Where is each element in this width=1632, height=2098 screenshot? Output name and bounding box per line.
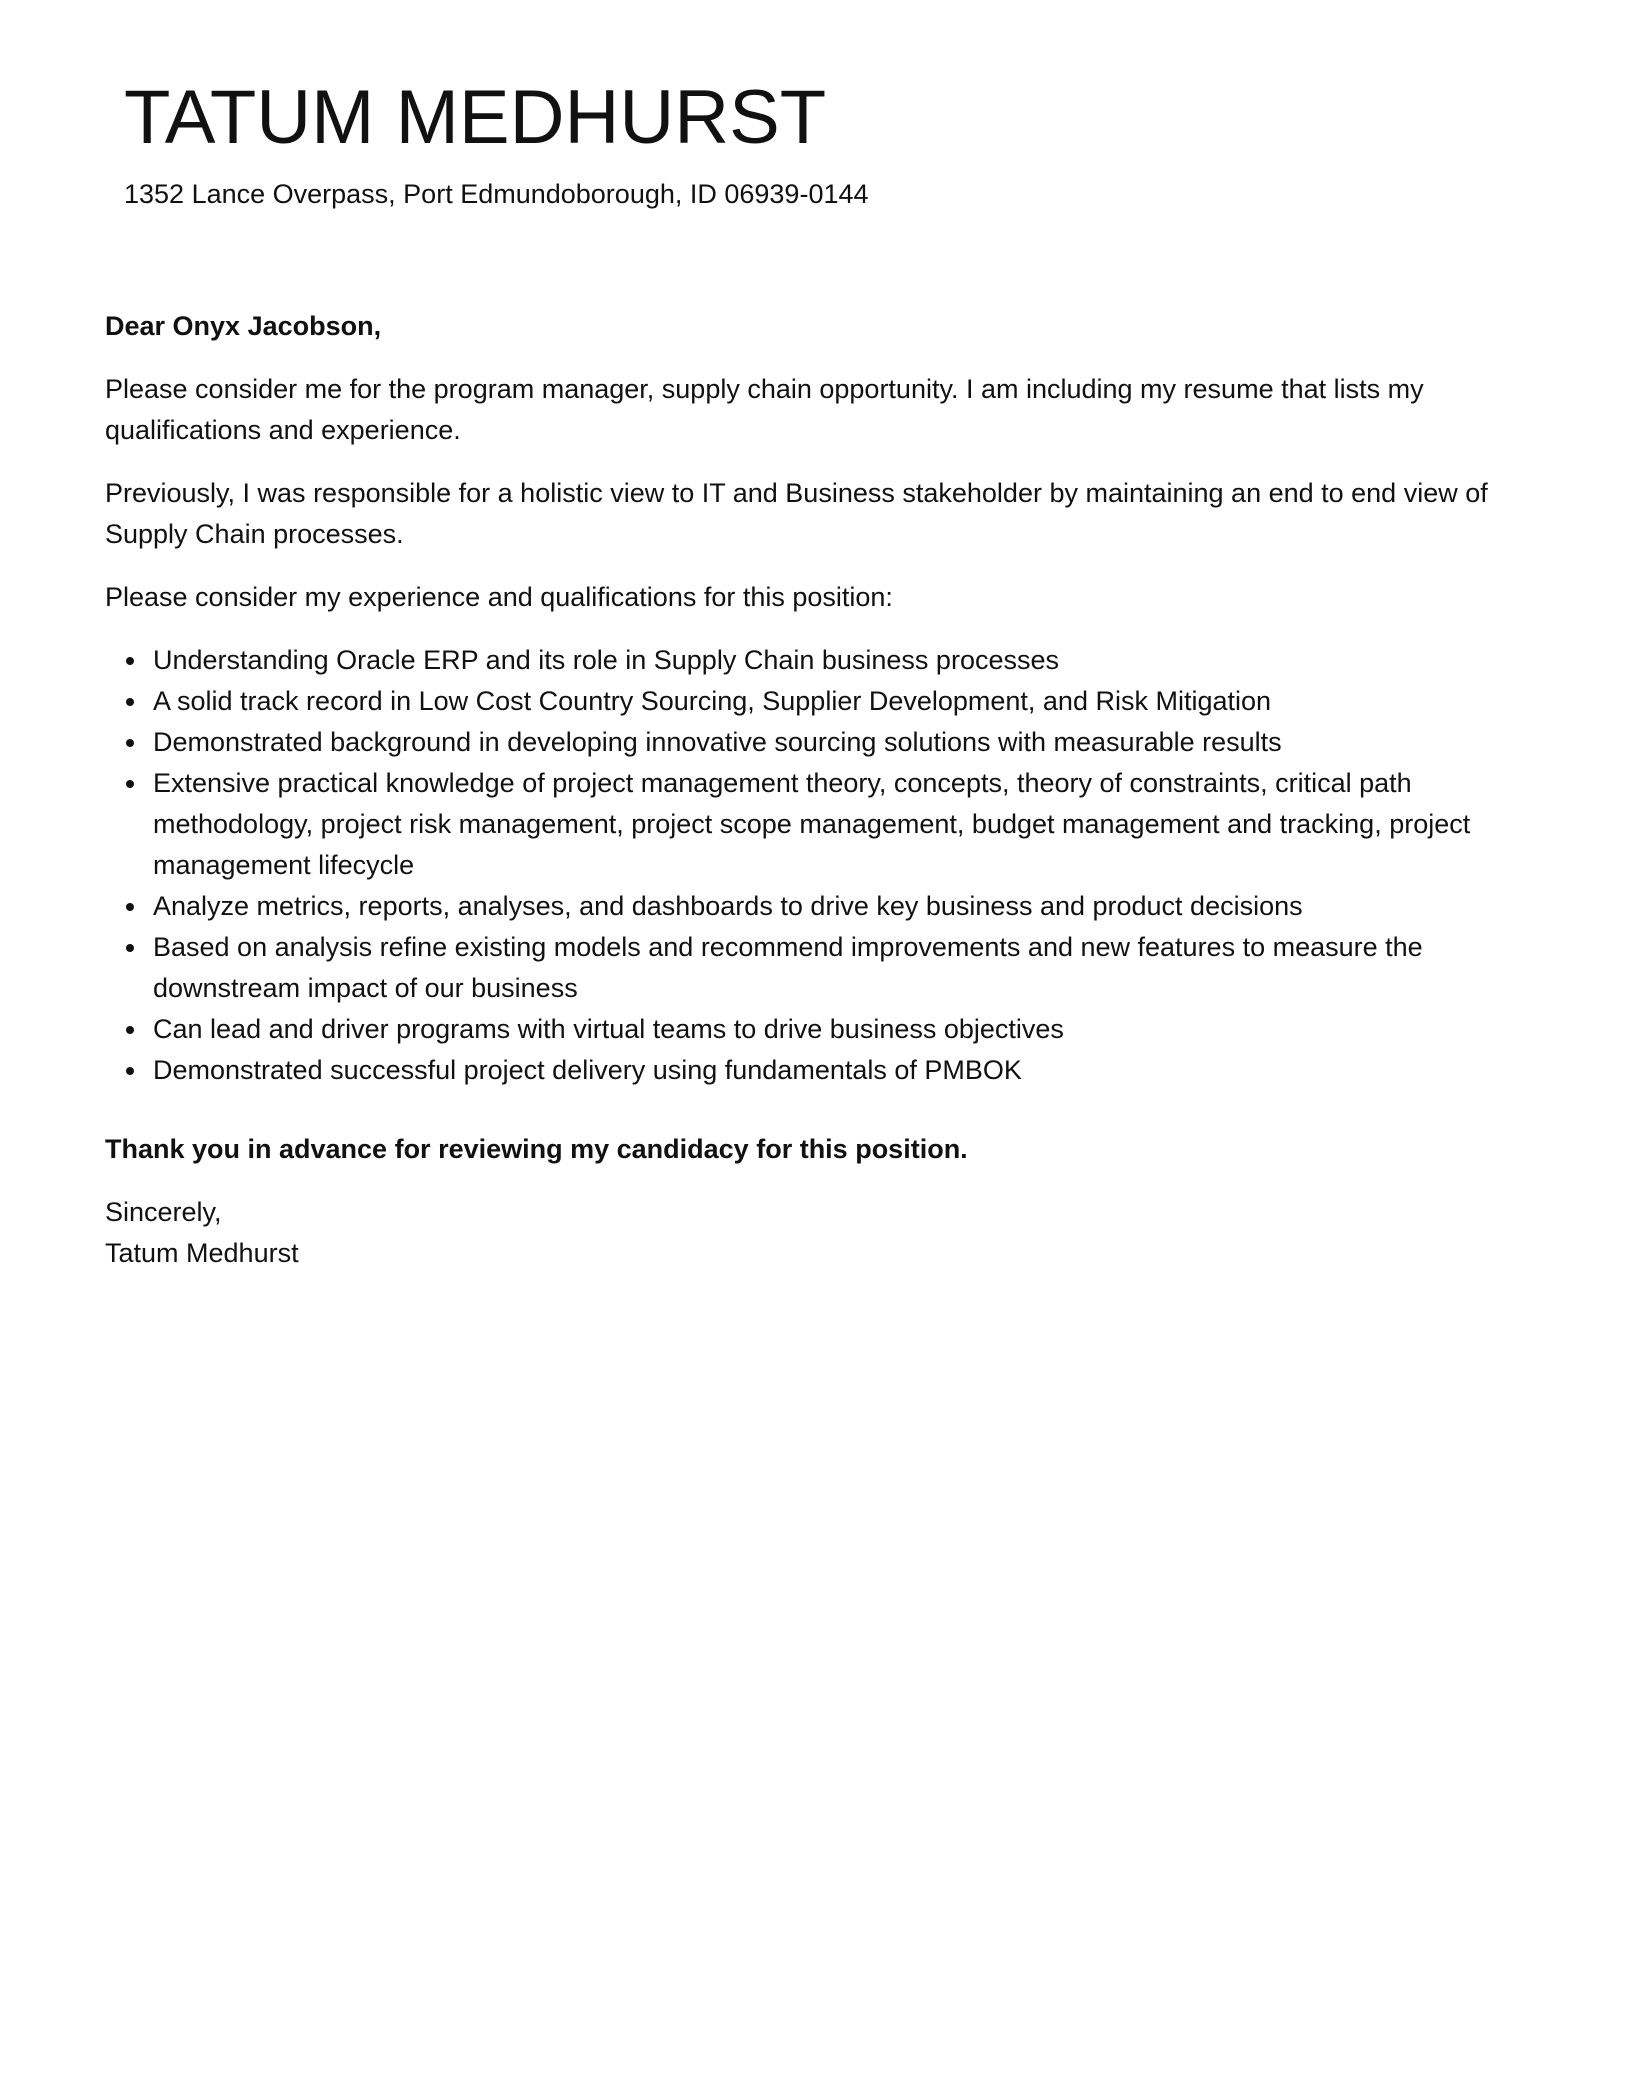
letter-body (105, 306, 1535, 1274)
applicant-name: TATUM MEDHURST (124, 75, 827, 160)
intro-paragraph: Please consider me for the program manager, supply chain opportunity. I am including my resume that lists my qualifications and experience. (105, 374, 1424, 445)
letter-greeting: Dear Onyx Jacobson, (105, 311, 382, 341)
experience-paragraph: Previously, I was responsible for a holistic view to IT and Business stakeholder by maintaining an end to end view of Supply Chain processes. (105, 478, 1488, 549)
letter-header (124, 72, 1504, 212)
qualification-item: A solid track record in Low Cost Country Sourcing, Supplier Development, and Risk Mitigation (153, 681, 1535, 722)
qualification-item: Demonstrated background in developing innovative sourcing solutions with measurable results (153, 722, 1535, 763)
applicant-address: 1352 Lance Overpass, Port Edmundoborough, ID 06939-0144 (124, 179, 869, 209)
qualification-item: Extensive practical knowledge of project management theory, concepts, theory of constraints, critical path methodology, project risk management, project scope management, budget management and tracking, project management lifecycle (153, 763, 1535, 886)
qualification-item: Based on analysis refine existing models and recommend improvements and new features to measure the downstream impact of our business (153, 927, 1535, 1009)
closing-line: Thank you in advance for reviewing my candidacy for this position. (105, 1134, 968, 1164)
signoff: Sincerely, (105, 1197, 222, 1227)
qualification-item: Can lead and driver programs with virtual teams to drive business objectives (153, 1009, 1535, 1050)
qualification-item: Understanding Oracle ERP and its role in Supply Chain business processes (153, 640, 1535, 681)
signature-name: Tatum Medhurst (105, 1238, 299, 1268)
qualification-item: Demonstrated successful project delivery using fundamentals of PMBOK (153, 1050, 1535, 1091)
qualification-item: Analyze metrics, reports, analyses, and dashboards to drive key business and product decisions (153, 886, 1535, 927)
qualifications-list (105, 640, 1535, 1091)
qualifications-intro: Please consider my experience and qualifications for this position: (105, 582, 893, 612)
